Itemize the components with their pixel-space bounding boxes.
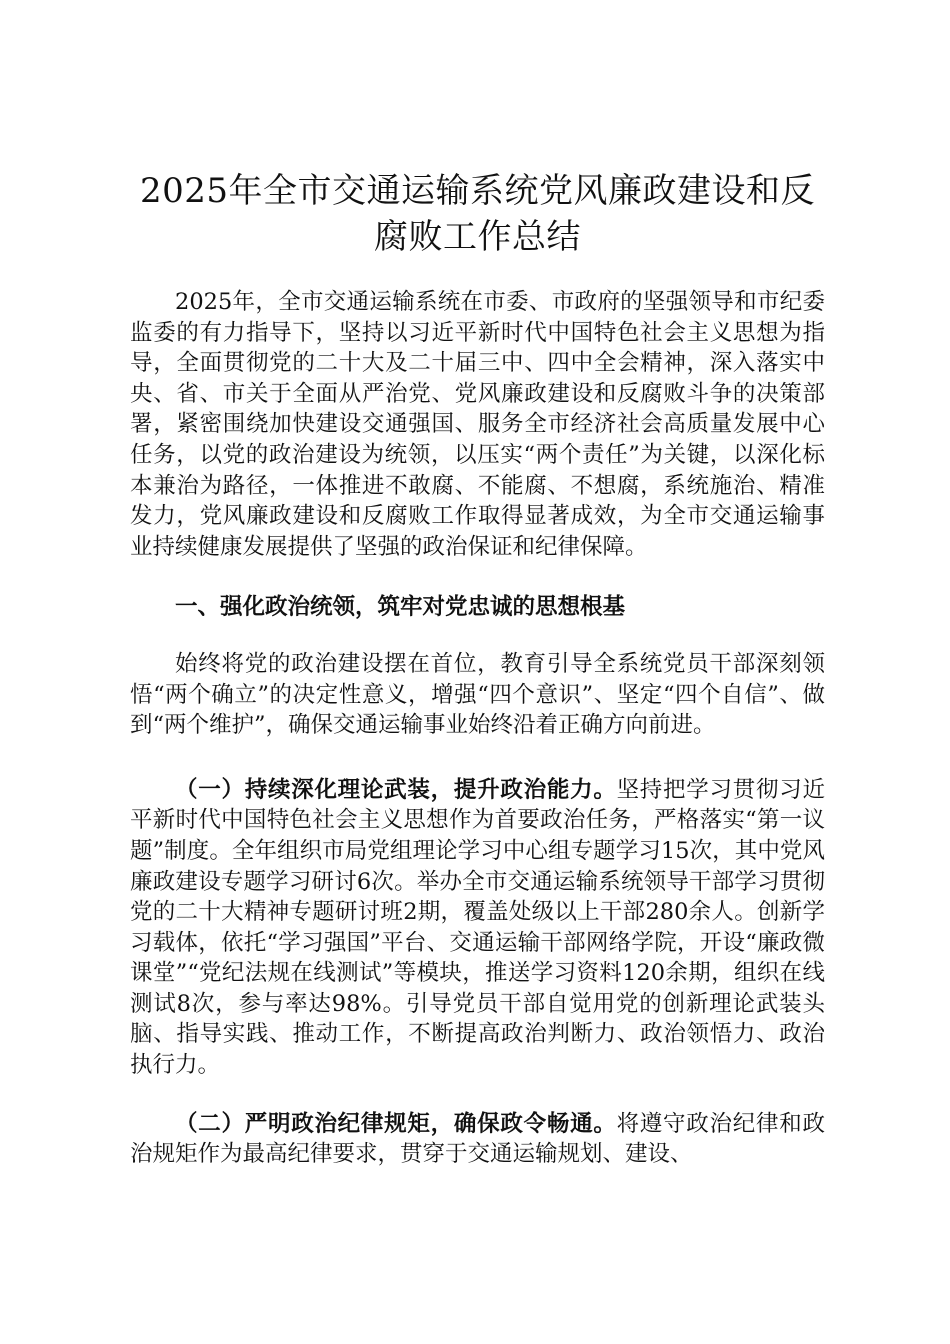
spacer	[130, 741, 825, 775]
section-1-paragraph: 始终将党的政治建设摆在首位，教育引导全系统党员干部深刻领悟“两个确立”的决定性意义，增强“四个意识”、坚定“四个自信”、做到“两个维护”，确保交通运输事业始终沿着正确方向前进。	[130, 650, 825, 739]
subsection-2-paragraph	[130, 1109, 825, 1170]
title-line-1: 2025年全市交通运输系统党风廉政建设和反	[139, 171, 816, 211]
subsection-1-lead: （一）持续深化理论武装，提升政治能力。	[175, 776, 617, 803]
section-1-heading: 一、强化政治统领，筑牢对党忠诚的思想根基	[175, 594, 626, 621]
intro-paragraph: 2025年，全市交通运输系统在市委、市政府的坚强领导和市纪委监委的有力指导下，坚持以习近平新时代中国特色社会主义思想为指导，全面贯彻党的二十大及二十届三中、四中全会精神，深入落实中央、省、市关于全面从严治党、党风廉政建设和反腐败斗争的决策部署，紧密围绕加快建设交通强国、服务全市经济社会高质量发展中心任务，以党的政治建设为统领，以压实“两个责任”为关键，以深化标本兼治为路径，一体推进不敢腐、不能腐、不想腐，系统施治、精准发力，党风廉政建设和反腐败工作取得显著成效，为全市交通运输事业持续健康发展提供了坚强的政治保证和纪律保障。	[130, 289, 825, 560]
document-body	[130, 168, 825, 1170]
subsection-2-lead: （二）严明政治纪律规矩，确保政令畅通。	[175, 1110, 617, 1137]
subsection-1-paragraph	[130, 775, 825, 1081]
title-line-2: 腐败工作总结	[374, 217, 581, 257]
document-title	[130, 168, 825, 260]
spacer	[130, 562, 825, 592]
spacer	[130, 623, 825, 649]
subsection-2-body: 将遵守政治纪律和政治规矩作为最高纪律要求，贯穿于交通运输规划、建设、	[130, 1110, 825, 1168]
subsection-1-body: 坚持把学习贯彻习近平新时代中国特色社会主义思想作为首要政治任务，严格落实“第一议题”制度。全年组织市局党组理论学习中心组专题学习15次，其中党风廉政建设专题学习研讨6次。举办全市交通运输系统领导干部学习贯彻党的二十大精神专题研讨班2期，覆盖处级以上干部280余人。创新学习载体，依托“学习强国”平台、交通运输干部网络学院，开设“廉政微课堂”“党纪法规在线测试”等模块，推送学习资料120余期，组织在线测试8次，参与率达98%。引导党员干部自觉用党的创新理论武装头脑、指导实践、推动工作，不断提高政治判断力、政治领悟力、政治执行力。	[130, 776, 825, 1079]
spacer	[130, 1081, 825, 1109]
